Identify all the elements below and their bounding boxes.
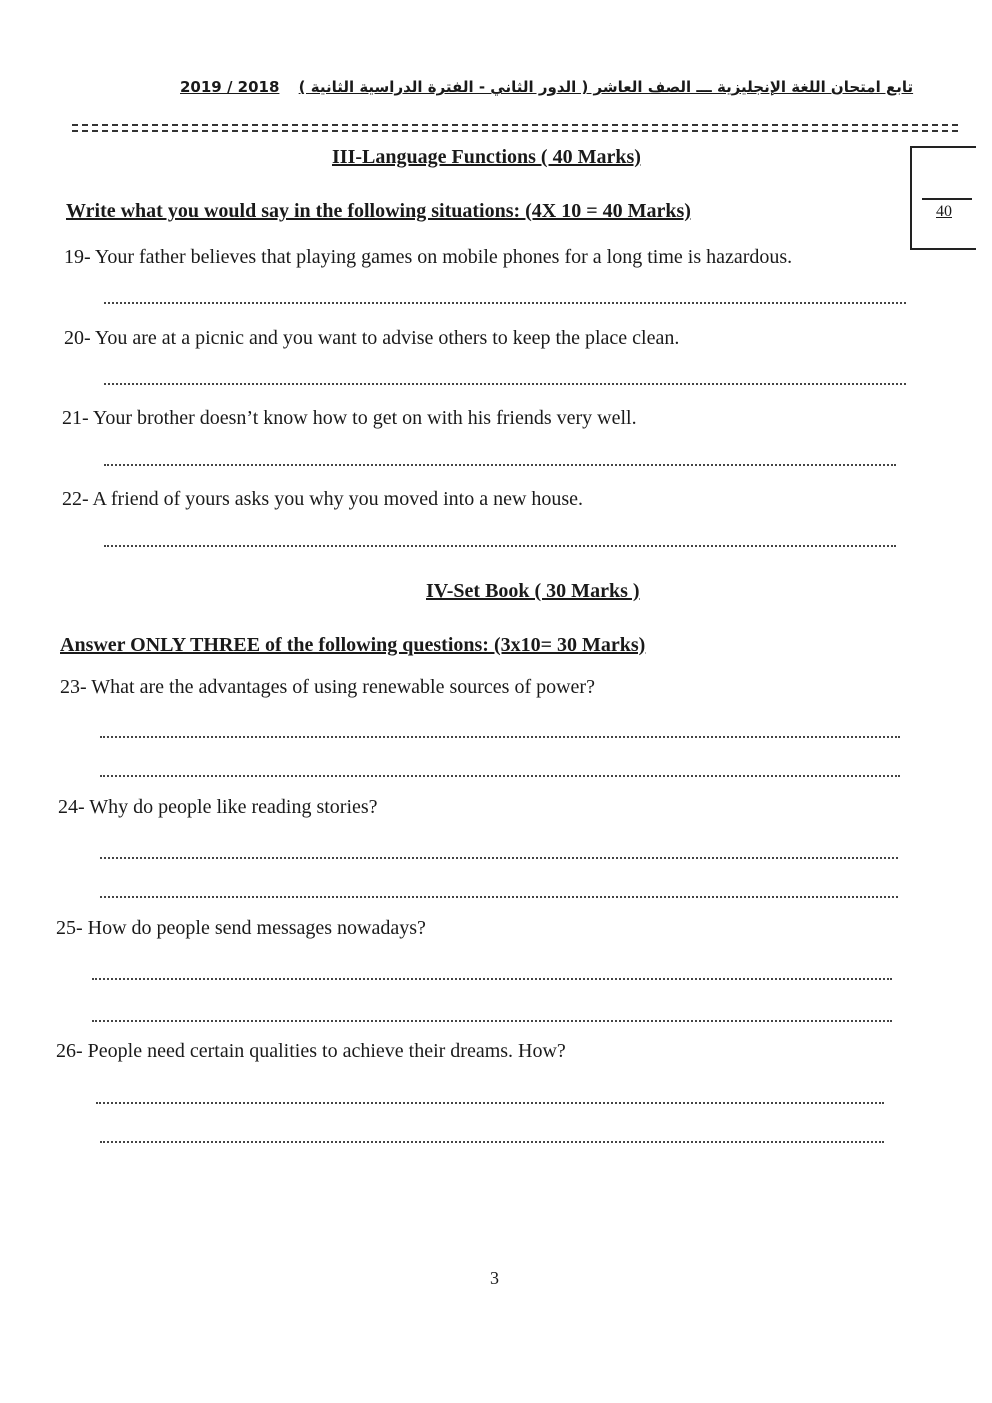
header-divider-2: [72, 130, 958, 132]
question-24: 24- Why do people like reading stories?: [58, 796, 378, 818]
section-4-instruction: Answer ONLY THREE of the following questions: (3x10= 30 Marks): [60, 634, 646, 656]
answer-line-20[interactable]: [104, 383, 906, 385]
answer-line-24b[interactable]: [100, 896, 898, 898]
question-26: 26- People need certain qualities to achieve their dreams. How?: [56, 1040, 566, 1062]
question-25: 25- How do people send messages nowadays?: [56, 917, 426, 939]
question-20: 20- You are at a picnic and you want to advise others to keep the place clean.: [64, 327, 680, 349]
answer-line-22[interactable]: [104, 545, 896, 547]
answer-line-24a[interactable]: [100, 857, 898, 859]
answer-line-25a[interactable]: [92, 978, 892, 980]
question-22: 22- A friend of yours asks you why you moved into a new house.: [62, 488, 584, 510]
exam-header: [180, 78, 914, 96]
page-number: 3: [490, 1268, 499, 1288]
score-box-value: 40: [936, 203, 952, 220]
score-box-divider: [922, 198, 972, 200]
question-23: 23- What are the advantages of using renewable sources of power?: [60, 676, 595, 698]
answer-line-23a[interactable]: [100, 736, 900, 738]
section-3-title: III-Language Functions ( 40 Marks): [332, 146, 641, 168]
section-4-title: IV-Set Book ( 30 Marks ): [426, 580, 640, 602]
answer-line-25b[interactable]: [92, 1020, 892, 1022]
question-19: 19- Your father believes that playing games on mobile phones for a long time is hazardous.: [64, 246, 793, 268]
header-divider: [72, 124, 958, 126]
answer-line-19[interactable]: [104, 302, 906, 304]
answer-line-21[interactable]: [104, 464, 896, 466]
question-21: 21- Your brother doesn’t know how to get on with his friends very well.: [62, 407, 637, 429]
exam-year: 2019 / 2018: [180, 78, 280, 96]
answer-line-23b[interactable]: [100, 775, 900, 777]
answer-line-26b[interactable]: [100, 1141, 884, 1143]
exam-title-arabic: تابع امتحان اللغة الإنجليزية ـــ الصف العاشر ( الدور الثاني - الفترة الدراسية الثانية ): [298, 78, 914, 96]
section-3-instruction: Write what you would say in the following situations: (4X 10 = 40 Marks): [66, 200, 691, 222]
answer-line-26a[interactable]: [96, 1102, 884, 1104]
